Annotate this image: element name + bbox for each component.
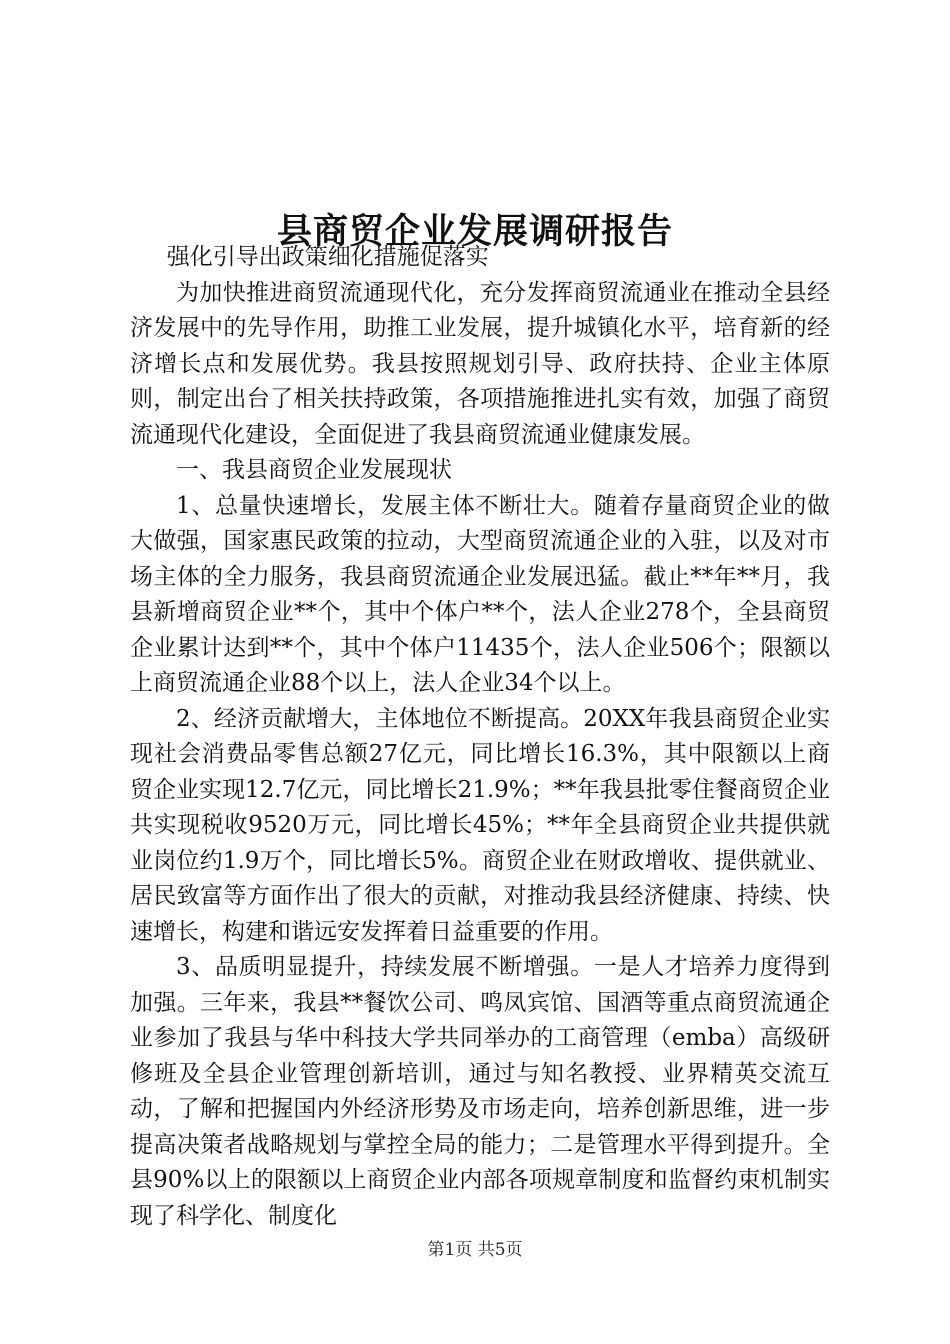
document-subtitle: 强化引导出政策细化措施促落实 [166,244,489,270]
paragraph-item-1: 1、总量快速增长，发展主体不断壮大。随着存量商贸企业的做大做强，国家惠民政策的拉动，大型商贸流通企业的入驻，以及对市场主体的全力服务，我县商贸流通企业发展迅猛。截止**年**月，我县新增商贸企业**个，其中个体户**个，法人企业278个，全县商贸企业累计达到**个，其中个体户11435个，法人企业506个；限额以上商贸流通企业88个以上，法人企业34个以上。 [130,492,830,696]
document-title: 县商贸企业发展调研报告 [276,211,673,253]
section-heading: 一、我县商贸企业发展现状 [176,457,452,483]
document-body [130,240,830,1234]
paragraph-item-2: 2、经济贡献增大，主体地位不断提高。20XX年我县商贸企业实现社会消费品零售总额27亿元，同比增长16.3%，其中限额以上商贸企业实现12.7亿元，同比增长21.9%；**年我县批零住餐商贸企业共实现税收9520万元，同比增长45%；**年全县商贸企业共提供就业岗位约1.9万个，同比增长5%。商贸企业在财政增收、提供就业、居民致富等方面作出了很大的贡献，对推动我县经济健康、持续、快速增长，构建和谐远安发挥着日益重要的作用。 [130,705,830,945]
page-number-footer: 第1页 共5页 [427,1240,523,1260]
paragraph-item-3: 3、品质明显提升，持续发展不断增强。一是人才培养力度得到加强。三年来，我县**餐饮公司、鸣凤宾馆、国酒等重点商贸流通企业参加了我县与华中科技大学共同举办的工商管理（emba）高级研修班及全县企业管理创新培训，通过与知名教授、业界精英交流互动，了解和把握国内外经济形势及市场走向，培养创新思维，进一步提高决策者战略规划与掌控全局的能力；二是管理水平得到提升。全县90%以上的限额以上商贸企业内部各项规章制度和监督约束机制实现了科学化、制度化 [130,954,830,1229]
intro-paragraph: 为加快推进商贸流通现代化，充分发挥商贸流通业在推动全县经济发展中的先导作用，助推工业发展，提升城镇化水平，培育新的经济增长点和发展优势。我县按照规划引导、政府扶持、企业主体原则，制定出台了相关扶持政策，各项措施推进扎实有效，加强了商贸流通现代化建设，全面促进了我县商贸流通业健康发展。 [130,279,830,448]
